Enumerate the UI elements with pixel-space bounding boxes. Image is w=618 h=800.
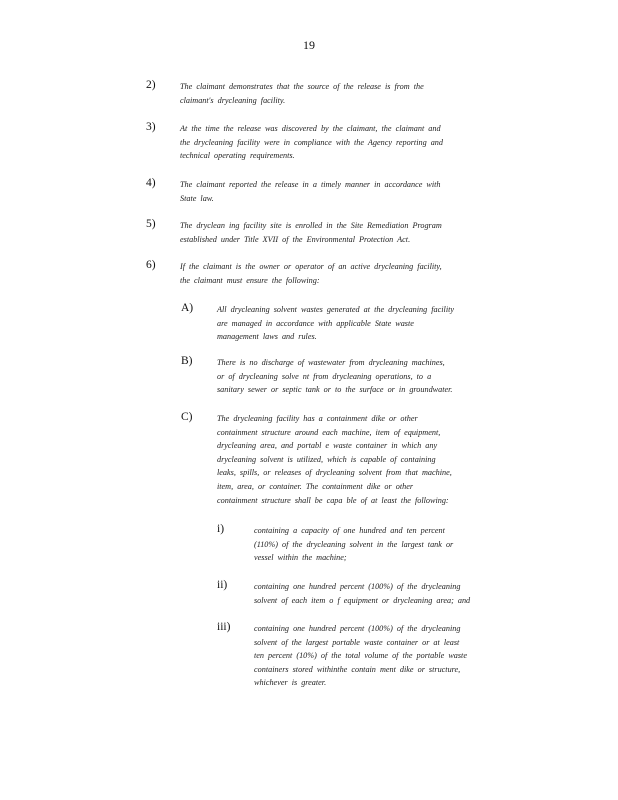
item-text: containing one hundred percent (100%) of the drycleaning solvent of each item o f equipment or drycleaning area; and [254, 582, 471, 605]
item-number: 6) [146, 259, 156, 271]
item-text: The drycleaning facility has a containment dike or other containment structure around each machine, item of equipment, drycleaning area, and portabl e waste container in which any drycleaning solvent is utilized, which is capable of containing leaks, spills, or releases of drycleaning solvent from that machine, item, area, or container. The containment dike or other containment structure shall be capa ble of at least the following: [217, 414, 452, 505]
item-number: B) [181, 355, 193, 367]
item-number: 4) [146, 177, 156, 189]
item-text: If the claimant is the owner or operator of an active drycleaning facility, the claimant must ensure the following: [180, 262, 442, 285]
item-number: 5) [146, 218, 156, 230]
item-number: i) [217, 523, 225, 535]
item-text: containing a capacity of one hundred and ten percent (110%) of the drycleaning solvent in the largest tank or vessel within the machine; [254, 526, 454, 563]
page-number: 19 [303, 38, 315, 52]
item-text: The claimant reported the release in a timely manner in accordance with State law. [180, 180, 441, 203]
item-number: ii) [217, 579, 228, 591]
item-text: containing one hundred percent (100%) of the drycleaning solvent of the largest portable waste container or at least ten percent (10%) of the total volume of the portable waste containers stored withinthe contain ment dike or structure, whichever is greater. [254, 624, 467, 688]
item-text: At the time the release was discovered by the claimant, the claimant and the drycleaning facility were in compliance with the Agency reporting and technical operating requirements. [180, 124, 443, 161]
item-number: iii) [217, 621, 231, 633]
item-text: All drycleaning solvent wastes generated at the drycleaning facility are managed in accordance with applicable State waste management laws and rules. [217, 305, 455, 342]
item-number: A) [181, 302, 194, 314]
item-text: There is no discharge of wastewater from drycleaning machines, or of drycleaning solve nt from drycleaning operations, to a sanitary sewer or septic tank or to the surface or in groundwater. [217, 358, 453, 395]
item-number: C) [181, 411, 193, 423]
item-number: 3) [146, 121, 156, 133]
item-number: 2) [146, 79, 156, 91]
item-text: The dryclean ing facility site is enrolled in the Site Remediation Program established under Title XVII of the Environmental Protection Act. [180, 221, 442, 244]
item-text: The claimant demonstrates that the source of the release is from the claimant's drycleaning facility. [180, 82, 424, 105]
